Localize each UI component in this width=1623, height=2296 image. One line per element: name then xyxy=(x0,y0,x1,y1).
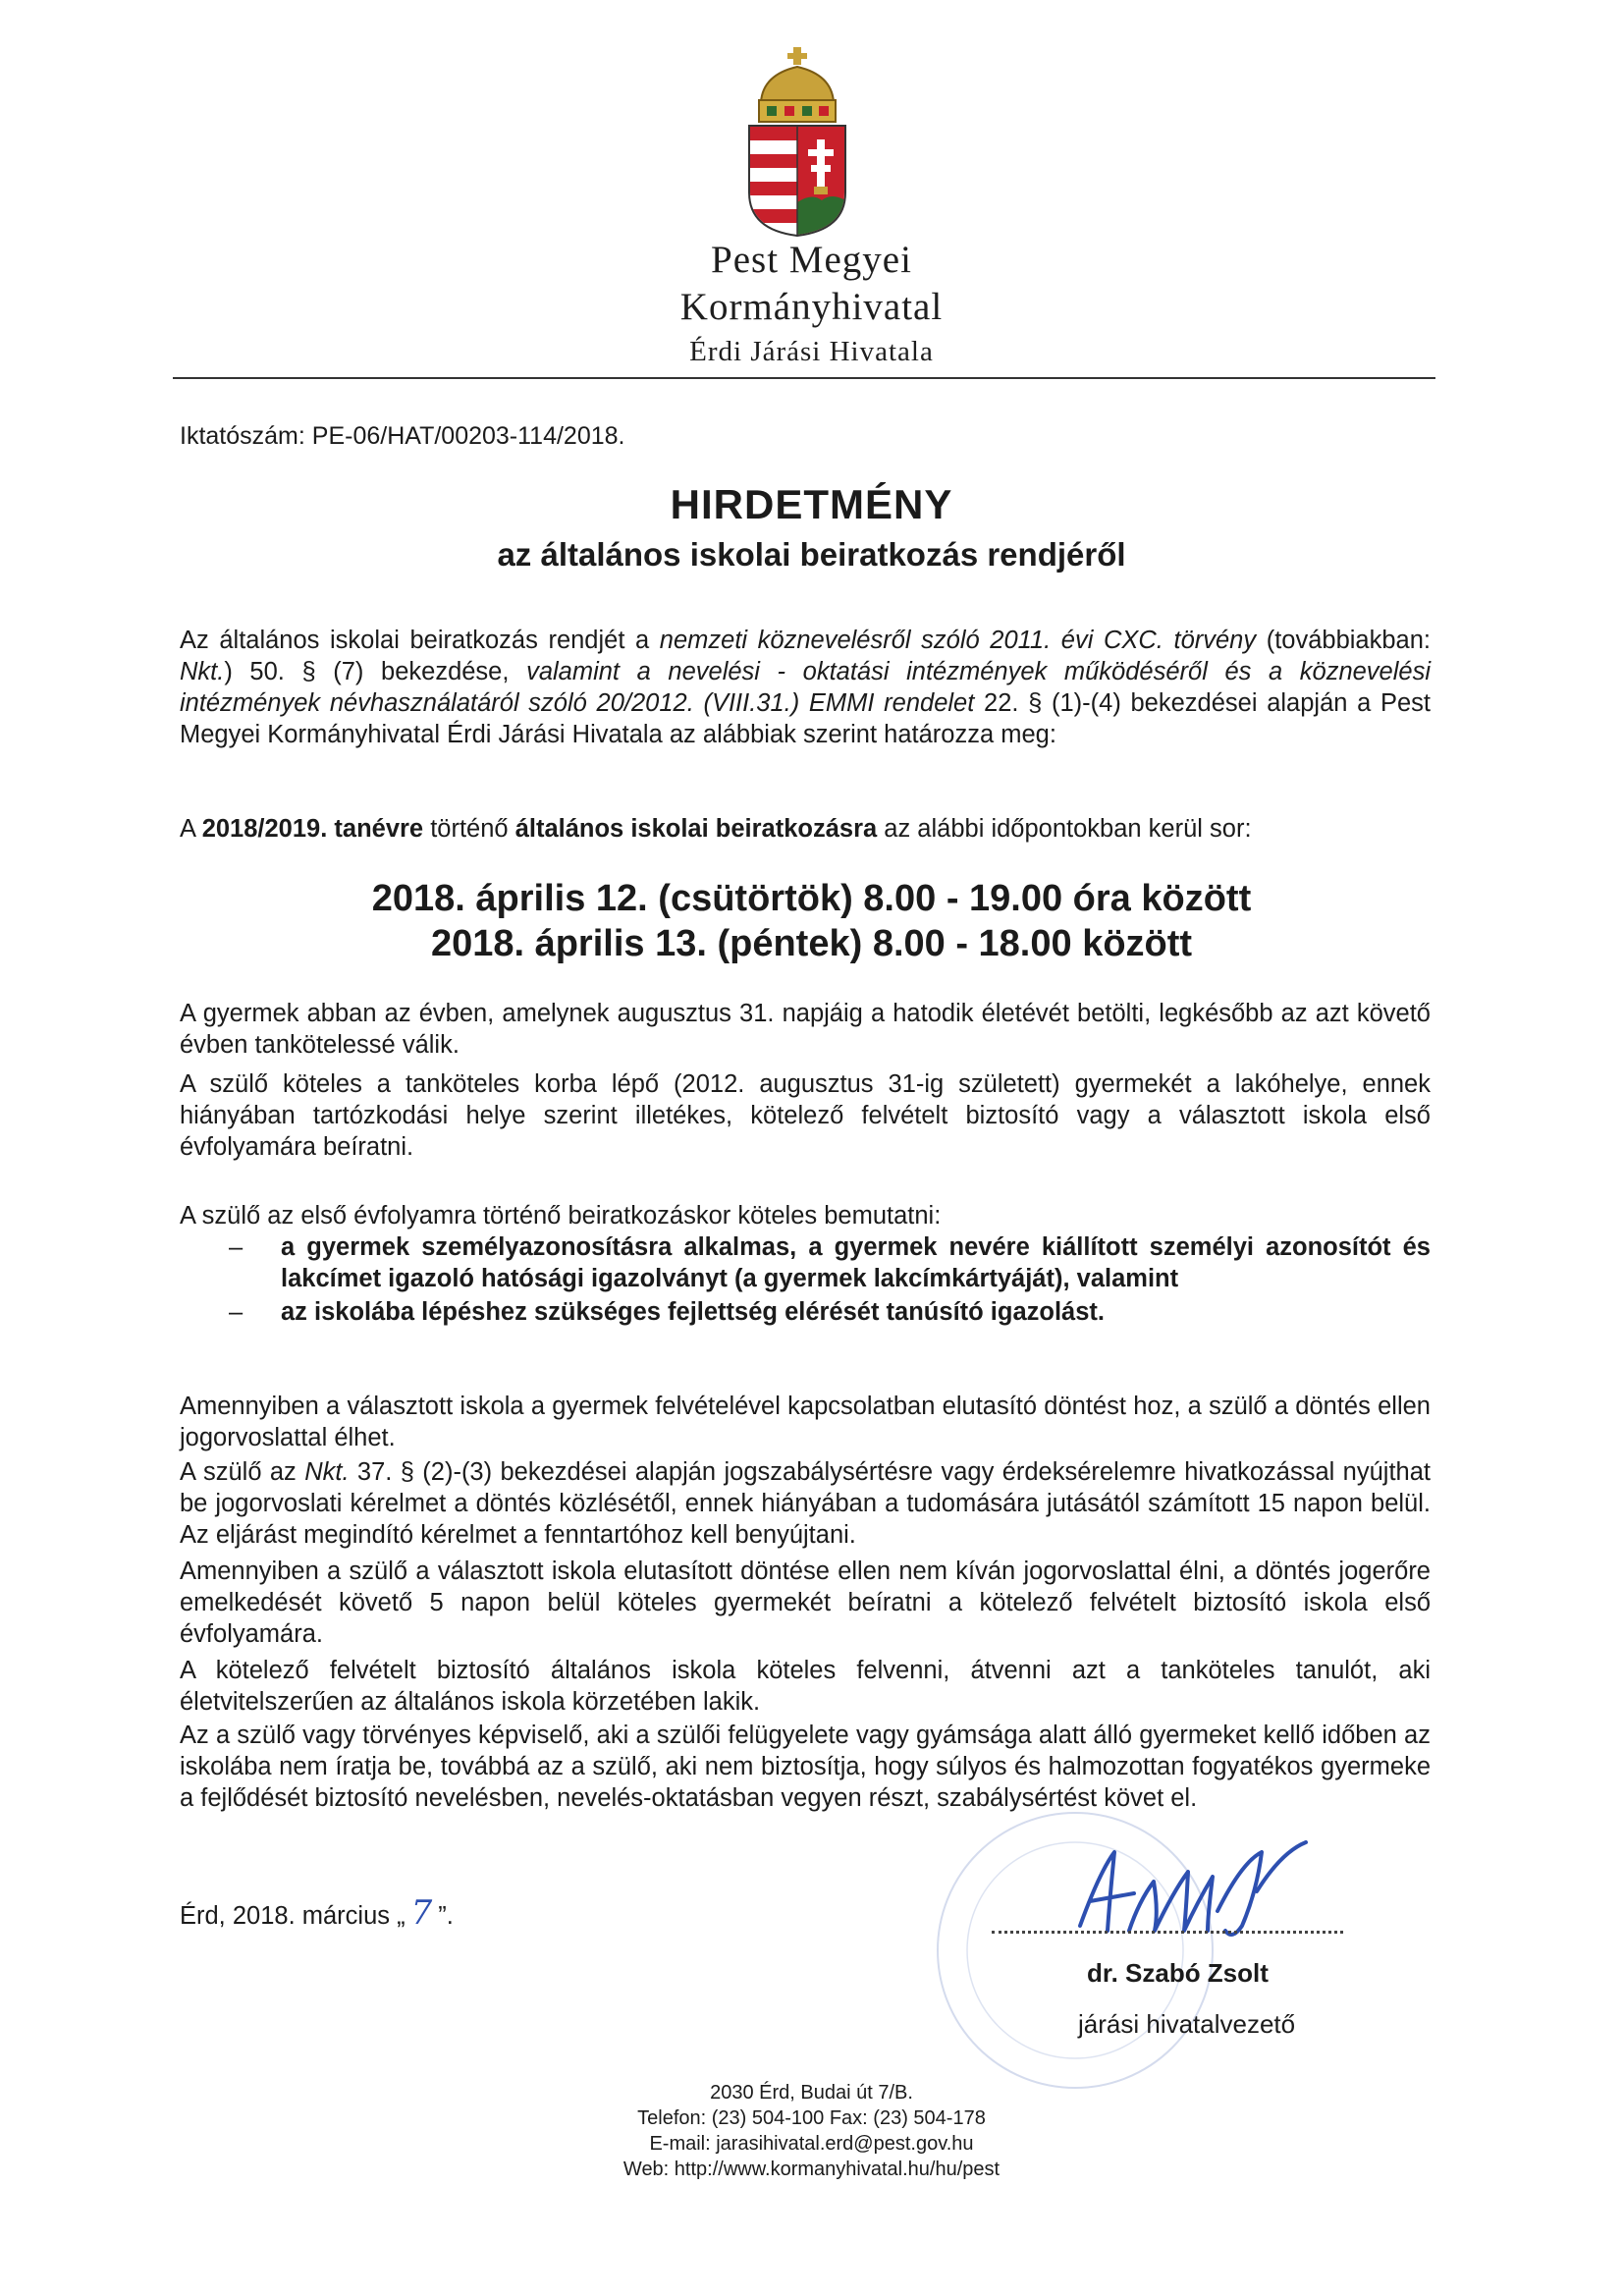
period-text-2: történő xyxy=(423,815,515,843)
close-quote: ”. xyxy=(438,1902,454,1930)
footer-email: E-mail: jarasihivatal.erd@pest.gov.hu xyxy=(649,2133,974,2155)
office-name-line2 xyxy=(0,285,1623,329)
intro-abbrev: Nkt. xyxy=(180,658,225,685)
office-name-line3 xyxy=(0,336,1623,368)
dash-bullet-icon: – xyxy=(229,1298,243,1326)
registration-number: Iktatószám: PE-06/HAT/00203-114/2018. xyxy=(180,422,625,450)
requirements-list xyxy=(180,1231,1431,1328)
paragraph-no-appeal: Amennyiben a szülő a választott iskola elutasított döntése ellen nem kíván jogorvoslattal élni, a döntés jogerőre emelkedését követő 5 napon belül köteles gyermekét beíratni a kötelező felvételt biztosító iskola első évfolyamára. xyxy=(180,1558,1431,1648)
signature-line xyxy=(992,1931,1343,1934)
paragraph-appeal: Amennyiben a választott iskola a gyermek felvételével kapcsolatban elutasító döntést hoz, a szülő a döntés ellen jogorvoslattal élhet. xyxy=(180,1393,1431,1451)
header-divider xyxy=(173,377,1435,379)
enrollment-date-1: 2018. április 12. (csütörtök) 8.00 - 19.00 óra között xyxy=(371,878,1252,919)
requirement-text: a gyermek személyazonosításra alkalmas, a gyermek nevére kiállított személyi azonosítót és lakcímet igazoló hatósági igazolványt (a gyermek lakcímkártyáját), valamint xyxy=(281,1233,1431,1292)
intro-text-2: (továbbiakban: xyxy=(1256,627,1431,654)
place-date-text: Érd, 2018. március „ xyxy=(180,1902,406,1930)
requirement-text: az iskolába lépéshez szükséges fejlettség elérését tanúsító igazolást. xyxy=(281,1298,1105,1326)
signer-title: járási hivatalvezető xyxy=(1078,2009,1296,2039)
page-subtitle: az általános iskolai beiratkozás rendjéről xyxy=(497,536,1126,573)
intro-decree-name: valamint a nevelési - oktatási intézmények működéséről és a köznevelési intézmények névhasználatáról szóló 20/2012. (VIII.31.) EMMI rendelet xyxy=(180,658,1432,717)
office-name-line1 xyxy=(0,238,1623,282)
list-item xyxy=(180,1231,1431,1294)
office-name-line2-text: Kormányhivatal xyxy=(679,286,944,328)
paragraph-school-age: A gyermek abban az évben, amelynek augusztus 31. napjáig a hatodik életévét betölti, legkésőbb az azt követő évben tankötelessé válik. xyxy=(180,1000,1431,1059)
signer-name: dr. Szabó Zsolt xyxy=(1087,1958,1269,1988)
footer-phone: Telefon: (23) 504-100 Fax: (23) 504-178 xyxy=(637,2107,986,2129)
paragraph-legal-remedy xyxy=(180,1456,1431,1551)
intro-text-3: ) 50. § (7) bekezdése, xyxy=(224,658,527,685)
footer-contact xyxy=(0,2080,1623,2182)
office-name-line1-text: Pest Megyei xyxy=(711,239,912,281)
period-enrollment: általános iskolai beiratkozásra xyxy=(514,815,878,843)
remedy-abbrev: Nkt. xyxy=(304,1458,350,1486)
remedy-text-1: A szülő az xyxy=(180,1458,305,1486)
footer-web: Web: http://www.kormanyhivatal.hu/hu/pest xyxy=(622,2159,1001,2180)
intro-text-1: Az általános iskolai beiratkozás rendjét a xyxy=(180,627,660,654)
intro-text-4: 22. § (1)-(4) bekezdései alapján a Pest Megyei Kormányhivatal Érdi Járási Hivatala az alábbiak szerint határozza meg: xyxy=(180,689,1432,748)
paragraph-requirements-intro: A szülő az első évfolyamra történő beiratkozáskor köteles bemutatni: xyxy=(180,1202,942,1230)
period-text-1: A xyxy=(180,815,202,843)
hungarian-coat-of-arms-icon xyxy=(743,45,851,238)
paragraph-mandatory-admission: A kötelező felvételt biztosító általános iskola köteles felvenni, átvenni azt a tanköteles tanulót, aki életvitelszerűen az általános iskola körzetében lakik. xyxy=(180,1657,1431,1716)
paragraph-offence: Az a szülő vagy törvényes képviselő, aki a szülői felügyelete vagy gyámsága alatt álló gyermeket kellő időben az iskolába nem íratja be, továbbá az a szülő, aki nem biztosítja, hogy súlyos és halmozottan fogyatékos gyermeke a fejlődését biztosító nevelésben, nevelés-oktatásban vegyen részt, szabálysértést követ el. xyxy=(180,1722,1431,1812)
dash-bullet-icon: – xyxy=(229,1233,243,1261)
intro-paragraph xyxy=(180,625,1431,750)
page-title: HIRDETMÉNY xyxy=(670,481,953,527)
period-paragraph xyxy=(180,813,1431,845)
handwritten-day: 7 xyxy=(410,1893,433,1933)
paragraph-parent-duty: A szülő köteles a tanköteles korba lépő (2012. augusztus 31-ig született) gyermekét a lakóhelye, ennek hiányában tartózkodási helye szerint illetékes, kötelező felvételt biztosító vagy a választott iskola első évfolyamára beíratni. xyxy=(180,1070,1431,1161)
remedy-text-2: 37. § (2)-(3) bekezdései alapján jogszabálysértésre vagy érdeksérelemre hivatkozással nyújthat be jogorvoslati kérelmet a döntés közlésétől, ennek hiányában a tudomására jutásától számított 15 napon belül. Az eljárást megindító kérelmet a fenntartóhoz kell benyújtani. xyxy=(180,1458,1431,1549)
list-item xyxy=(180,1296,1431,1328)
intro-law-name: nemzeti köznevelésről szóló 2011. évi CXC. törvény xyxy=(659,627,1257,654)
period-school-year: 2018/2019. tanévre xyxy=(201,815,424,843)
place-and-date xyxy=(180,1893,454,1933)
office-name-line3-text: Érdi Járási Hivatala xyxy=(689,336,934,367)
period-text-3: az alábbi időpontokban kerül sor: xyxy=(877,815,1252,843)
enrollment-date-2: 2018. április 13. (péntek) 8.00 - 18.00 között xyxy=(430,923,1193,964)
footer-address: 2030 Érd, Budai út 7/B. xyxy=(710,2082,913,2104)
